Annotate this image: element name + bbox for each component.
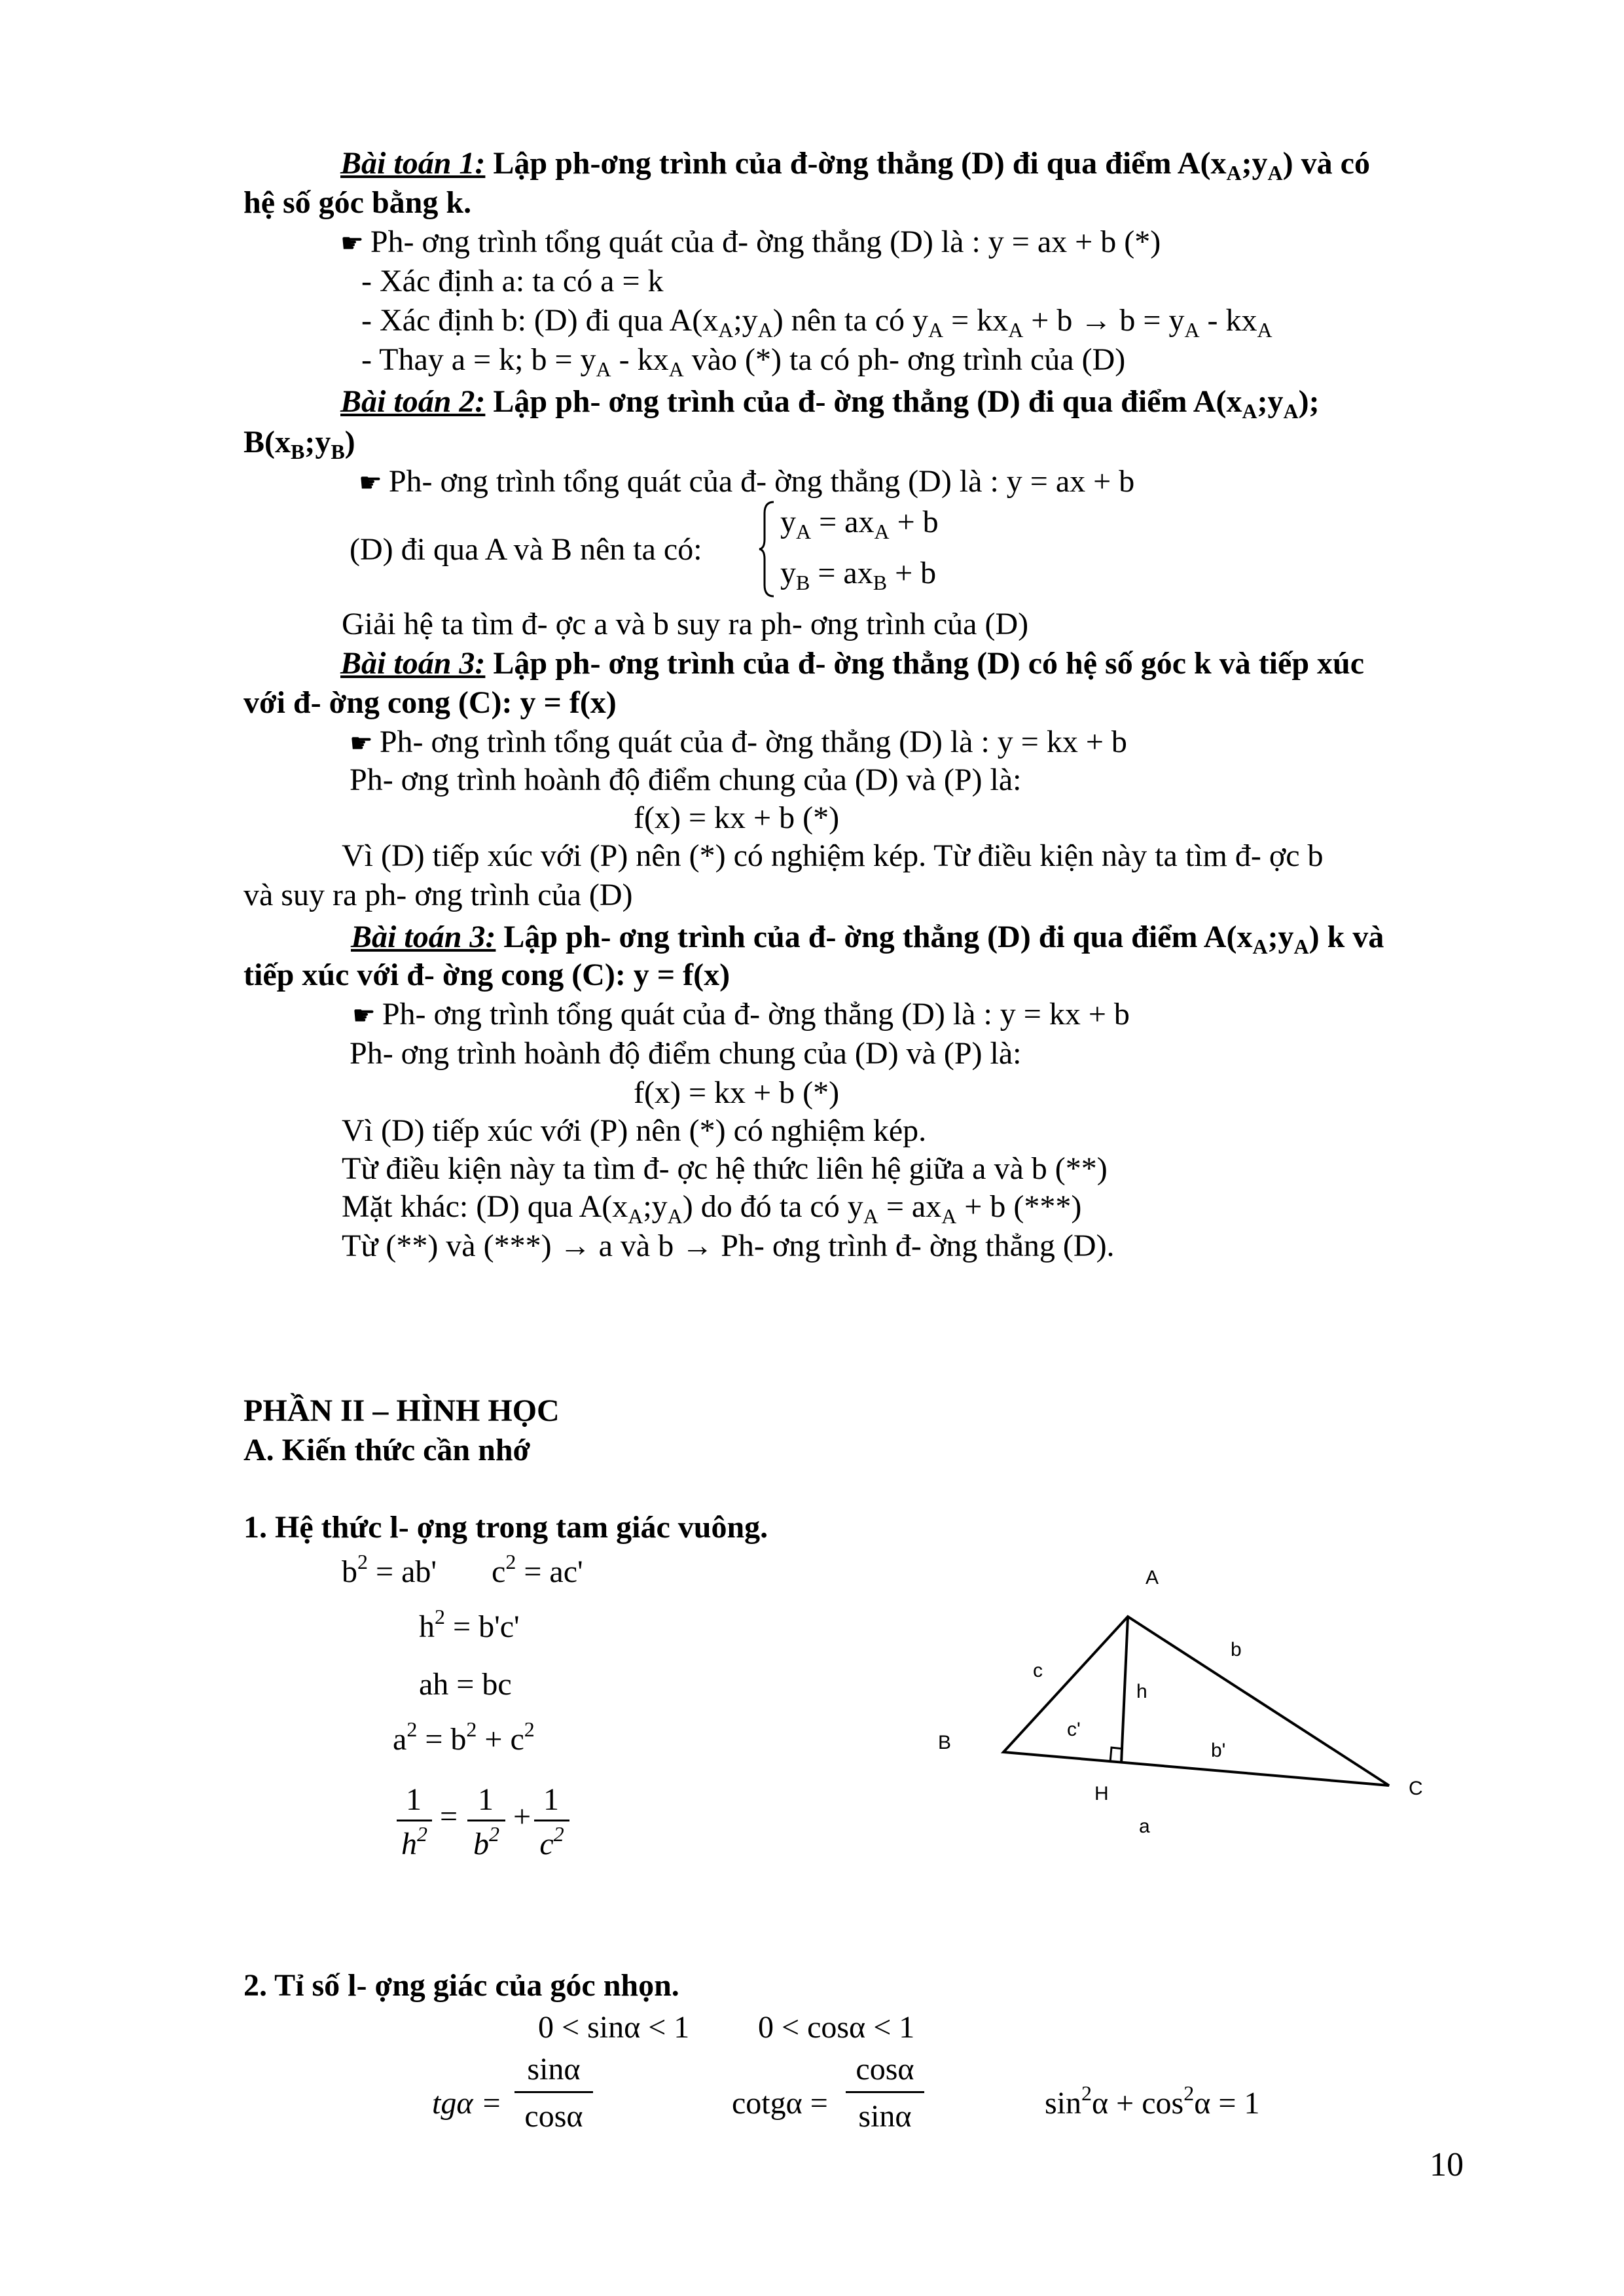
height-h-label: h <box>1136 1681 1147 1702</box>
bt2-line1: ☛ Ph- ơng trình tổng quát của đ- ờng thẳng (D) là : y = ax + b <box>359 464 1135 499</box>
bt3-line4: Vì (D) tiếp xúc với (P) nên (*) có nghiệm kép. Từ điều kiện này ta tìm đ- ợc b <box>342 838 1324 873</box>
bt3-line5: và suy ra ph- ơng trình của (D) <box>244 878 633 912</box>
sin-bound: 0 < sinα < 1 <box>538 2010 690 2045</box>
bt3-line2: Ph- ơng trình hoành độ điểm chung của (D) và (P) là: <box>350 762 1022 797</box>
cotg-lhs: cotgα = <box>732 2086 828 2121</box>
page-number: 10 <box>1430 2146 1464 2183</box>
bt4-title: Bài toán 3: <box>351 920 496 954</box>
cotg-denominator: sinα <box>858 2099 912 2134</box>
altitude-ah <box>1121 1617 1128 1763</box>
bt4-line4: Vì (D) tiếp xúc với (P) nên (*) có nghiệm kép. <box>342 1113 927 1148</box>
tg-lhs: tgα = <box>432 2086 502 2121</box>
system-brace <box>758 500 778 598</box>
bt1-heading-line2: hệ số góc bằng k. <box>244 185 472 220</box>
bt1-line3: - Xác định b: (D) đi qua $A(x_A;y_A)$ nên ta có $y_A = kx_A + b \to b = y_A - kx_A$ <box>361 303 1272 342</box>
bt4-line6: Mặt khác: (D) qua $A(x_A;y_A)$ do đó ta có $y_A = ax_A + b$ (***) <box>342 1189 1082 1228</box>
system-eq1: $y_A = ax_A + b$ <box>780 505 939 543</box>
bt2-title: Bài toán 2: <box>340 384 486 419</box>
section1-heading: 1. Hệ thức l- ợng trong tam giác vuông. <box>244 1510 768 1545</box>
part2-title: PHẦN II – HÌNH HỌC <box>244 1393 560 1428</box>
tg-numerator: sinα <box>527 2052 581 2087</box>
bt4-line2: Ph- ơng trình hoành độ điểm chung của (D) và (P) là: <box>350 1036 1022 1071</box>
formula-ah: ah = bc <box>419 1667 512 1702</box>
bt1-title: Bài toán 1: <box>340 146 486 181</box>
cotg-numerator: cosα <box>856 2052 914 2087</box>
side-a-label: a <box>1139 1816 1150 1837</box>
segment-c-prime-label: c' <box>1067 1719 1081 1740</box>
pointing-hand-icon: ☛ <box>340 228 364 259</box>
bt2-heading: Bài toán 2: Lập ph- ơng trình của đ- ờng thẳng (D) đi qua điểm $A(x_A;y_A)$; <box>340 384 1320 423</box>
bt2-heading-line2: $B(x_B;y_B)$ <box>244 425 355 463</box>
bt4-heading-line2: tiếp xúc với đ- ờng cong (C): y = f(x) <box>244 958 731 992</box>
formula-pythagoras: $a^2 = b^2 + c^2$ <box>393 1717 535 1757</box>
cos-bound: 0 < cosα < 1 <box>758 2010 915 2045</box>
bt3-title: Bài toán 3: <box>340 646 486 681</box>
segment-b-prime-label: b' <box>1211 1740 1226 1761</box>
side-b-label: b <box>1231 1639 1242 1660</box>
pointing-hand-icon: ☛ <box>352 1001 376 1031</box>
bt3-heading: Bài toán 3: Lập ph- ơng trình của đ- ờng thẳng (D) có hệ số góc k và tiếp xúc <box>340 646 1365 681</box>
bt2-line3: Giải hệ ta tìm đ- ợc a và b suy ra ph- ơng trình của (D) <box>342 607 1029 641</box>
pythagorean-identity: $\sin^2\alpha + \cos^2\alpha = 1$ <box>1045 2081 1260 2121</box>
triangle-abc <box>1003 1617 1389 1785</box>
tg-denominator: cosα <box>524 2099 583 2134</box>
bt4-line7: Từ (**) và (***) → a và b → Ph- ơng trình đ- ờng thẳng (D). <box>342 1229 1115 1263</box>
bt4-line5: Từ điều kiện này ta tìm đ- ợc hệ thức liên hệ giữa a và b (**) <box>342 1151 1108 1186</box>
bt1-heading: Bài toán 1: Lập ph-ơng trình của đ-ờng thẳng (D) đi qua điểm $A(x_A;y_A)$ và có <box>340 146 1370 185</box>
bt1-line4: - Thay a = k; $b = y_A - kx_A$ vào (*) ta có ph- ơng trình của (D) <box>361 342 1126 381</box>
vertex-c-label: C <box>1409 1778 1423 1799</box>
formula-h2: $h^2 = b'c'$ <box>419 1605 520 1644</box>
vertex-a-label: A <box>1146 1567 1159 1588</box>
formula-b2-c2: $b^2 = ab'$ $c^2 = ac'$ <box>342 1550 583 1589</box>
vertex-b-label: B <box>938 1732 952 1753</box>
pointing-hand-icon: ☛ <box>359 468 382 498</box>
bt1-line1: ☛ Ph- ơng trình tổng quát của đ- ờng thẳng (D) là : y = ax + b (*) <box>340 224 1161 259</box>
bt3-heading-line2: với đ- ờng cong (C): y = f(x) <box>244 685 617 720</box>
bt1-line2: - Xác định a: ta có a = k <box>361 264 664 298</box>
pointing-hand-icon: ☛ <box>350 728 373 759</box>
bt4-line3: f(x) = kx + b (*) <box>634 1075 840 1110</box>
section-a-title: A. Kiến thức cần nhớ <box>244 1433 531 1467</box>
system-eq2: $y_B = ax_B + b$ <box>780 556 937 594</box>
bt3-line1: ☛ Ph- ơng trình tổng quát của đ- ờng thẳng (D) là : y = kx + b <box>350 725 1127 759</box>
right-triangle-diagram <box>916 1558 1440 1846</box>
bt2-line2: (D) đi qua A và B nên ta có: <box>350 532 702 567</box>
bt4-line1: ☛ Ph- ơng trình tổng quát của đ- ờng thẳng (D) là : y = kx + b <box>352 997 1130 1031</box>
bt4-heading: Bài toán 3: Lập ph- ơng trình của đ- ờng thẳng (D) đi qua điểm $A(x_A;y_A)$ k và <box>351 920 1384 958</box>
section2-heading: 2. Tỉ số l- ợng giác của góc nhọn. <box>244 1968 679 2003</box>
foot-h-label: H <box>1094 1783 1109 1804</box>
side-c-label: c <box>1033 1660 1043 1681</box>
bt3-line3: f(x) = kx + b (*) <box>634 800 840 835</box>
